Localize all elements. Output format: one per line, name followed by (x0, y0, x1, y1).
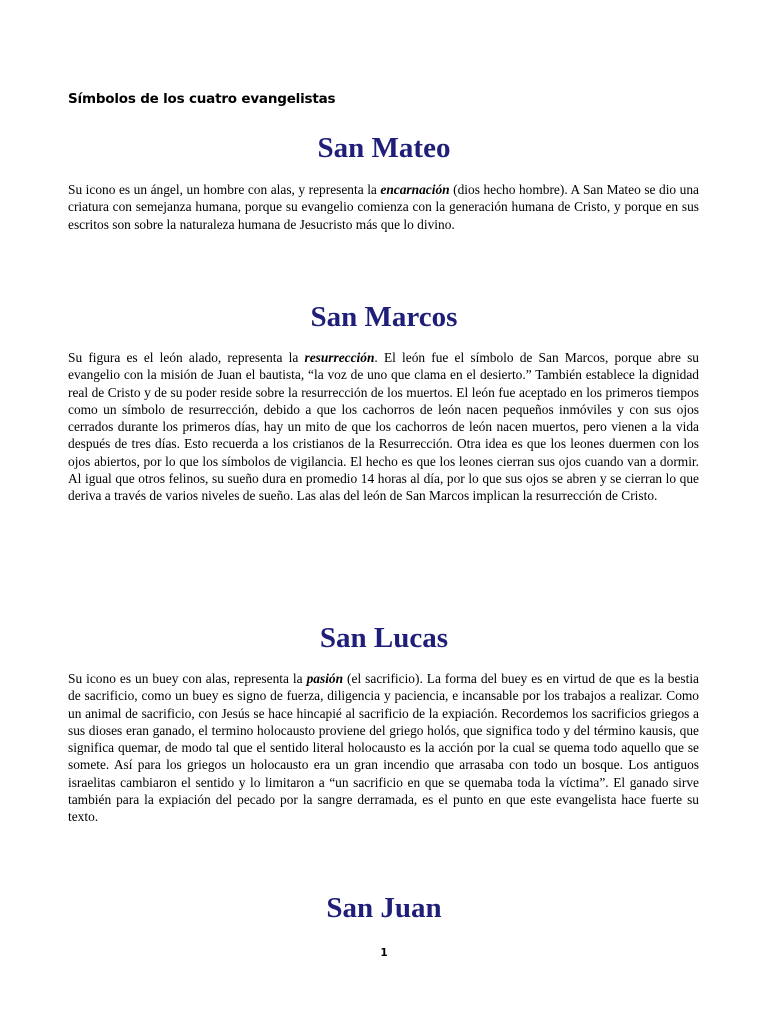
emphasis-word: resurrección (304, 350, 375, 365)
paragraph-text: (el sacrificio). La forma del buey es en virtud de que es la bestia de sacrificio, como un buey es signo de fuerza, diligencia y paciencia, e incansable por los trabajos a realizar. Como un animal de sacrificio, con Jesús se hace hincapié al sacrificio de la expiación. Recordemos los sacrificios griegos a sus dioses eran ganado, el termino holocausto proviene del griego holós, que significa todo y del término kausis, que significa quemar, de modo tal que el sentido literal holocausto es la acción por la cual se quema todo aquello que se somete. Así para los griegos un holocausto era un gran incendio que arrasaba con todo un bosque. Los antiguos israelitas cambiaron el sentido y lo limitaron a “un sacrificio en que se quemaba toda la víctima”. El ganado sirve también para la expiación del pecado por la sangre derramada, es el punto en que este evangelista hace fuerte su texto. (68, 671, 699, 825)
paragraph-text: . El león fue el símbolo de San Marcos, porque abre su evangelio con la misión de Juan el bautista, “la voz de uno que clama en el desierto.” También establece la dignidad real de Cristo y de su poder reside sobre la resurrección de los muertos. El león fue aceptado en los primeros tiempos como un símbolo de resurrección, debido a que los cachorros de león nacen pequeños inmóviles y con sus ojos cerrados durante los primeros días, hay un mito de que los cachorros de león nacen muertos, pero vienen a la vida después de tres días. Esto recuerda a los cristianos de la Resurrección. Otra idea es que los leones duermen con los ojos abiertos, por lo que los símbolos de vigilancia. El hecho es que los leones cierran sus ojos cuando van a dormir. Al igual que otros felinos, su sueño dura en promedio 14 horas al día, por lo que sus ojos se abren y se cierran lo que deriva a través de varios niveles de sueño. Las alas del león de San Marcos implican la resurrección de Cristo. (68, 350, 700, 504)
emphasis-word: pasión (306, 671, 344, 686)
section-heading-san-marcos: San Marcos (310, 301, 458, 333)
paragraph-text: Su icono es un ángel, un hombre con alas, y representa la (68, 182, 381, 197)
paragraph-text: (dios hecho hombre). A San Mateo se dio una criatura con semejanza humana, porque su evangelio comienza con la generación humana de Cristo, y porque en sus escritos son sobre la naturaleza humana de Jesucristo más que lo divino. (68, 182, 699, 232)
paragraph-text: Su figura es el león alado, representa la (68, 350, 305, 365)
section-heading-san-mateo: San Mateo (317, 132, 451, 164)
paragraph-text: Su icono es un buey con alas, representa la (68, 671, 307, 686)
section-paragraph-san-mateo (68, 181, 699, 233)
section-heading-san-lucas: San Lucas (319, 622, 449, 654)
emphasis-word: encarnación (380, 182, 450, 197)
document-title: Símbolos de los cuatro evangelistas (68, 91, 336, 107)
section-paragraph-san-lucas (68, 670, 699, 826)
page-number: 1 (380, 947, 388, 959)
section-paragraph-san-marcos (68, 349, 699, 505)
section-heading-san-juan: San Juan (326, 892, 442, 924)
